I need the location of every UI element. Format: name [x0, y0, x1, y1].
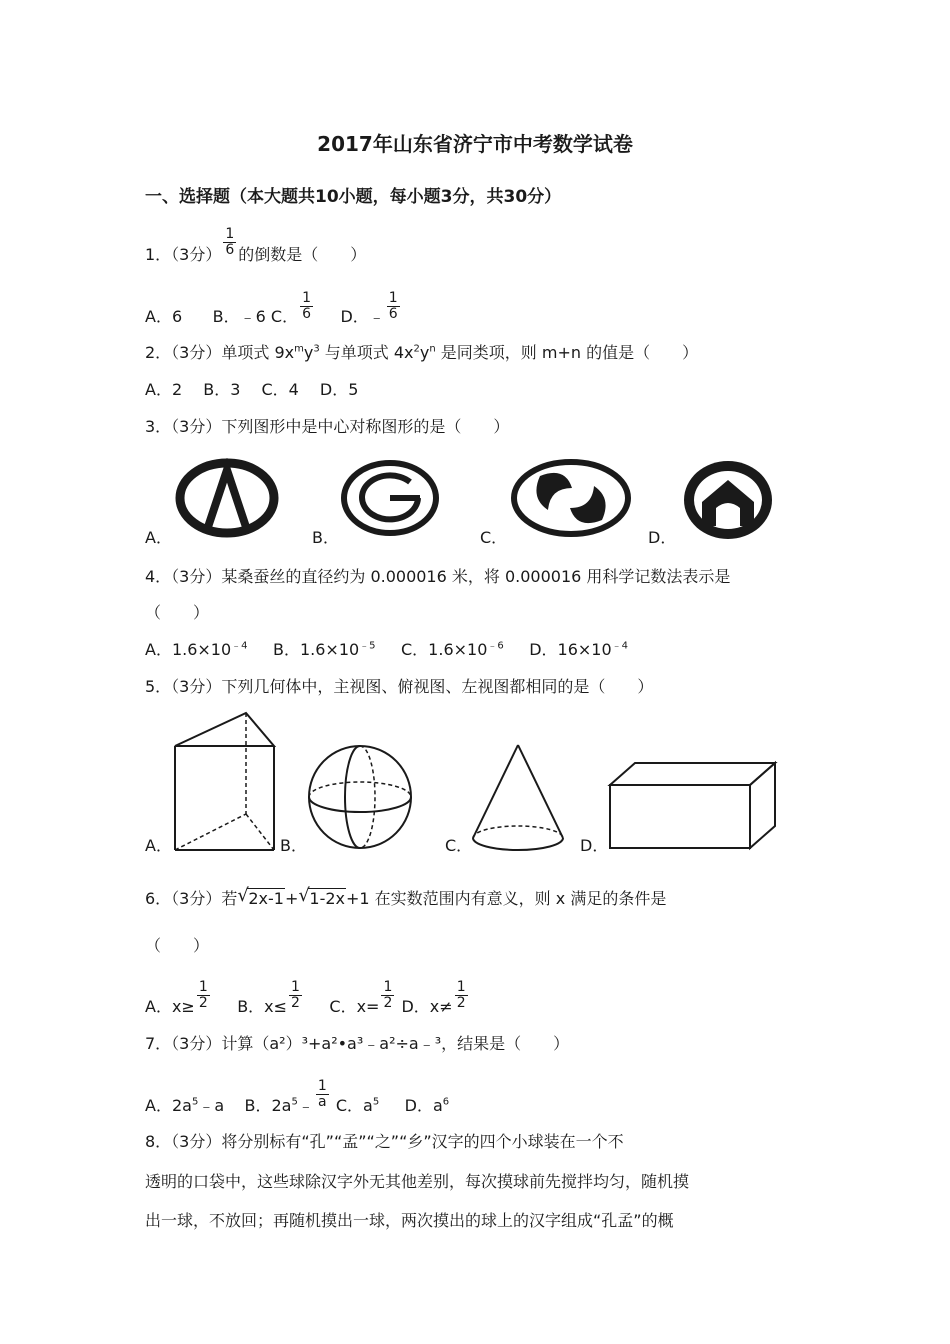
q4-text-2: （ ）	[145, 603, 210, 622]
q3-label-d[interactable]: D．	[648, 528, 677, 547]
q1-options	[145, 290, 402, 328]
q6-option-c[interactable]: C．x= $\frac{1}{2}$	[329, 979, 393, 1016]
q5-label-a[interactable]: A．	[145, 836, 172, 855]
q1-option-a[interactable]: A．6	[145, 307, 183, 326]
question-8: 8．（3分）将分别标有“孔”“孟”“之”“乡”汉字的四个小球装在一个不	[145, 1132, 624, 1151]
q1-fraction	[223, 227, 236, 258]
q6-options	[145, 979, 470, 1018]
q7-option-c[interactable]: C．$a^5$	[335, 1096, 380, 1115]
q1-number: 1．（3分）	[145, 245, 222, 264]
q2-options[interactable]: A．2 B．3 C．4 D．5	[145, 380, 359, 399]
q5-figure-b-sphere[interactable]	[305, 740, 415, 855]
q6-option-d[interactable]: D．x≠ $\frac{1}{2}$	[401, 979, 466, 1016]
q1-text: 的倒数是（ ）	[238, 245, 367, 264]
q7-options	[145, 1078, 450, 1117]
question-4: 4．（3分）某桑蚕丝的直径约为 0.000016 米，将 0.000016 用科学记数法表示是	[145, 567, 731, 586]
question-3: 3．（3分）下列图形中是中心对称图形的是（ ）	[145, 417, 510, 436]
q8-line-3: 出一球，不放回；再随机摸出一球，两次摸出的球上的汉字组成“孔孟”的概	[145, 1211, 674, 1230]
q6-radical-1: √ 2x-1	[237, 885, 284, 908]
q1-frac-den: 6	[225, 242, 235, 258]
page-title: 2017年山东省济宁市中考数学试卷	[317, 132, 633, 156]
q3-label-c[interactable]: C．	[480, 528, 508, 547]
q5-label-d[interactable]: D．	[580, 836, 609, 855]
q7-option-a[interactable]: A．$2a^5﹣a$	[145, 1096, 225, 1115]
q5-label-c[interactable]: C．	[445, 836, 473, 855]
q6-option-b[interactable]: B．x≤ $\frac{1}{2}$	[237, 979, 300, 1016]
question-5: 5．（3分）下列几何体中，主视图、俯视图、左视图都相同的是（ ）	[145, 677, 654, 696]
q3-label-a[interactable]: A．	[145, 528, 172, 547]
q3-figure-a[interactable]	[175, 458, 280, 538]
q4-option-d[interactable]: D．$16\times 10^{﹣4}$	[529, 640, 629, 659]
q6-option-a[interactable]: A．x≥ $\frac{1}{2}$	[145, 979, 208, 1016]
q5-figure-a-prism[interactable]	[170, 710, 280, 855]
q4-options	[145, 639, 628, 661]
question-7: 7．（3分）计算（a²）³+a²•a³﹣a²÷a﹣³，结果是（ ）	[145, 1034, 570, 1053]
q3-figure-b[interactable]	[340, 458, 440, 538]
q5-figure-d-cuboid[interactable]	[605, 760, 780, 852]
q1-option-d[interactable]: D．﹣ $\frac{1}{6}$	[340, 290, 398, 326]
q4-option-a[interactable]: A．$1.6\times 10^{﹣4}$	[145, 640, 248, 659]
question-2: 2．（3分）单项式 $9x^my^3$ 与单项式 $4x^2y^n$ 是同类项，则 m+n 的值是（ ）	[145, 343, 699, 362]
q6-radical-2: √ 1-2x	[298, 885, 345, 908]
section-heading: 一、选择题（本大题共10小题，每小题3分，共30分）	[145, 187, 562, 207]
q3-figure-c[interactable]	[510, 458, 632, 538]
q3-figure-d[interactable]	[680, 458, 776, 542]
q1-option-c[interactable]: C． $\frac{1}{6}$	[270, 290, 312, 326]
q7-option-d[interactable]: D．$a^6$	[404, 1096, 450, 1115]
question-6: 6．（3分）若 √ 2x-1+ √ 1-2x+1 在实数范围内有意义，则 x 满足的条件是	[145, 885, 667, 908]
q7-option-b[interactable]: B．$2a^5﹣$ $\frac{1}{a}$	[244, 1078, 327, 1115]
q1-option-b[interactable]: B．﹣6	[212, 307, 266, 326]
question-1	[145, 226, 367, 266]
q5-label-b[interactable]: B．	[280, 836, 307, 855]
q1-frac-num: 1	[225, 226, 235, 242]
q3-label-b[interactable]: B．	[312, 528, 339, 547]
q8-line-2: 透明的口袋中，这些球除汉字外无其他差别，每次摸球前先搅拌均匀，随机摸	[145, 1172, 690, 1191]
q4-option-c[interactable]: C．$1.6\times 10^{﹣6}$	[401, 640, 504, 659]
q6-text-2: （ ）	[145, 936, 210, 955]
q5-figure-c-cone[interactable]	[468, 742, 568, 854]
q4-option-b[interactable]: B．$1.6\times 10^{﹣5}$	[272, 640, 376, 659]
